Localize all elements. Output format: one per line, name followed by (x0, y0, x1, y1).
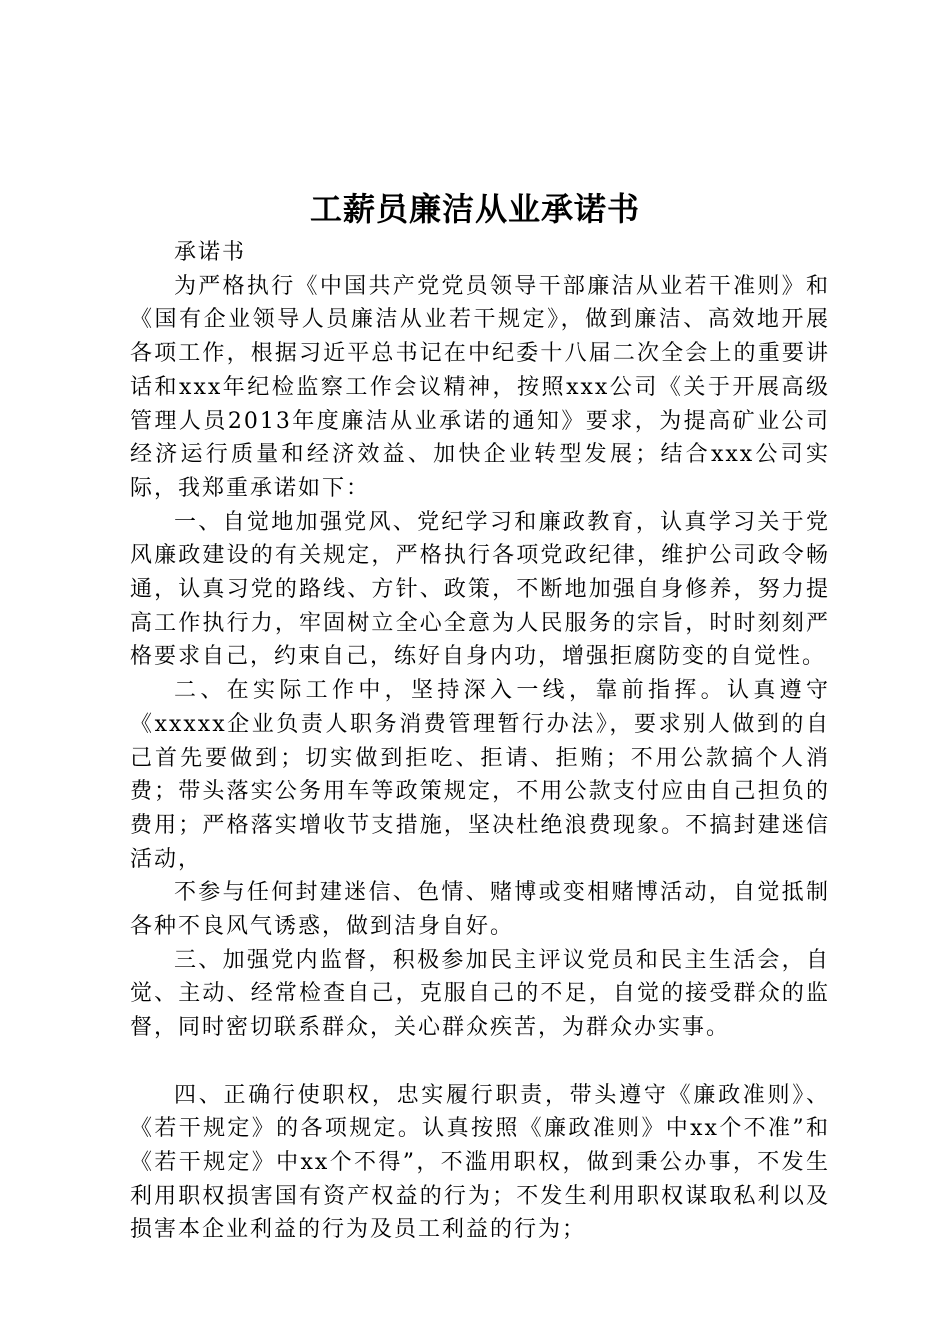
paragraph-point-4: 四、正确行使职权，忠实履行职责，带头遵守《廉政准则》、《若干规定》的各项规定。认真按照《廉政准则》中xx个不准”和《若干规定》中xx个不得”，不滥用职权，做到秉公办事，不发生利用职权损害国有资产权益的行为；不发生利用职权谋取私利以及损害本企业利益的行为及员工利益的行为； (130, 1082, 830, 1243)
paragraph-point-2: 二、在实际工作中，坚持深入一线，靠前指挥。认真遵守《xxxxx企业负责人职务消费管理暂行办法》，要求别人做到的自己首先要做到；切实做到拒吃、拒请、拒贿；不用公款搞个人消费；带头落实公务用车等政策规定，不用公款支付应由自己担负的费用；严格落实增收节支措施，坚决杜绝浪费现象。不搞封建迷信活动， (130, 678, 830, 872)
document-title: 工薪员廉洁从业承诺书 (309, 190, 640, 228)
subheading: 承诺书 (174, 240, 247, 265)
paragraph-point-1: 一、自觉地加强党风、党纪学习和廉政教育，认真学习关于党风廉政建设的有关规定，严格执行各项党政纪律，维护公司政令畅通，认真习党的路线、方针、政策，不断地加强自身修养，努力提高工作执行力，牢固树立全心全意为人民服务的宗旨，时时刻刻严格要求自己，约束自己，练好自身内功，增强拒腐防变的自觉性。 (130, 509, 830, 670)
paragraph-point-3: 三、加强党内监督，积极参加民主评议党员和民主生活会，自觉、主动、经常检查自己，克服自己的不足，自觉的接受群众的监督，同时密切联系群众，关心群众疾苦，为群众办实事。 (130, 947, 830, 1041)
paragraph-point-2-cont: 不参与任何封建迷信、色情、赌博或变相赌博活动，自觉抵制各种不良风气诱惑，做到洁身自好。 (130, 880, 830, 940)
paragraph-intro: 为严格执行《中国共产党党员领导干部廉洁从业若干准则》和《国有企业领导人员廉洁从业若干规定》，做到廉洁、高效地开展各项工作，根据习近平总书记在中纪委十八届二次全会上的重要讲话和xxx年纪检监察工作会议精神，按照xxx公司《关于开展高级管理人员2013年度廉洁从业承诺的通知》要求，为提高矿业公司经济运行质量和经济效益、加快企业转型发展；结合xxx公司实际，我郑重承诺如下： (130, 273, 830, 501)
document-body (130, 236, 830, 1247)
